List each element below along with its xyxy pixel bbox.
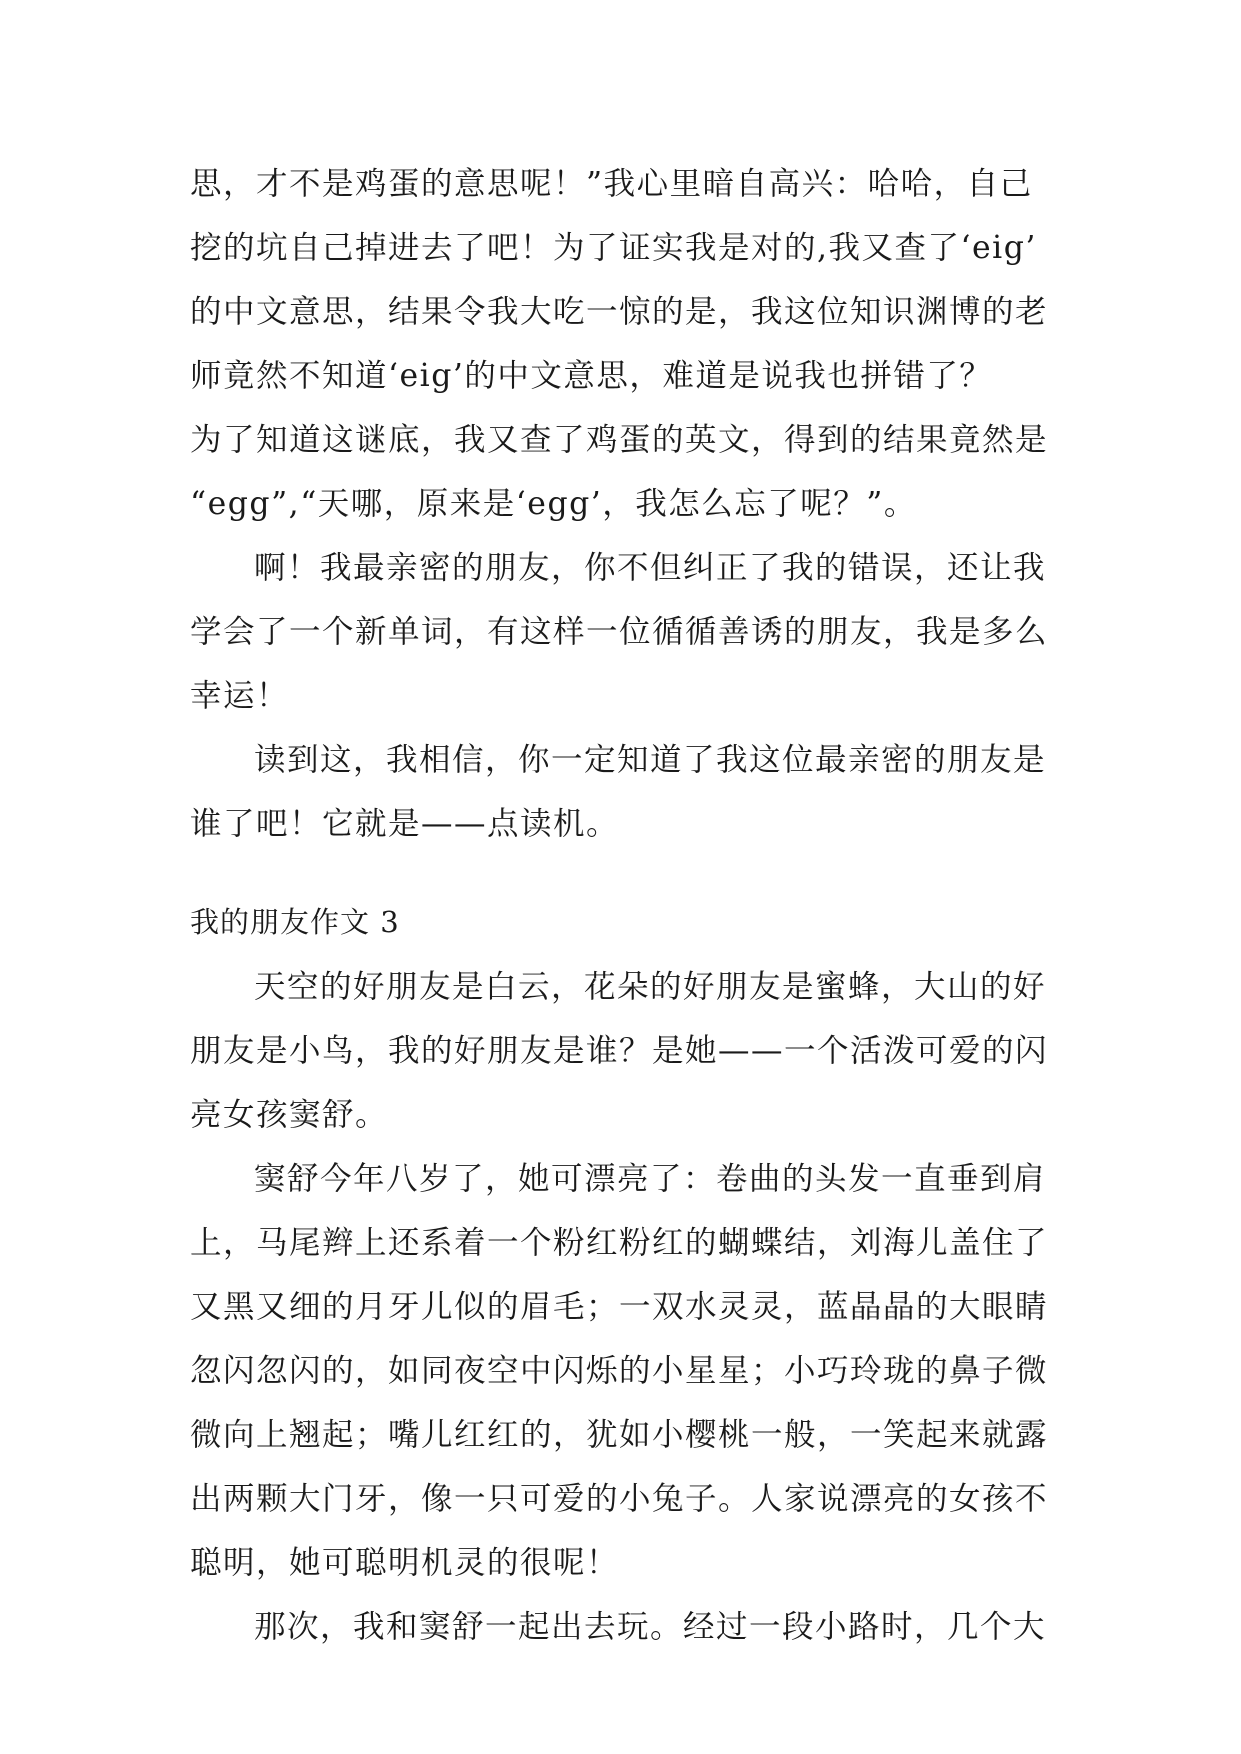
paragraph-line: 微向上翘起；嘴儿红红的，犹如小樱桃一般，一笑起来就露: [190, 1417, 1049, 1453]
paragraph-line: 思，才不是鸡蛋的意思呢！”我心里暗自高兴：哈哈，自己: [190, 166, 1033, 202]
paragraph-line: 朋友是小鸟，我的好朋友是谁？是她——一个活泼可爱的闪: [190, 1033, 1049, 1069]
paragraph-line: 又黑又细的月牙儿似的眉毛；一双水灵灵，蓝晶晶的大眼睛: [190, 1289, 1049, 1325]
paragraph-line: 亮女孩窦舒。: [190, 1097, 389, 1133]
paragraph-line: 聪明，她可聪明机灵的很呢！: [190, 1545, 620, 1581]
section-title: 我的朋友作文 3: [190, 905, 400, 939]
paragraph-line: 啊！我最亲密的朋友，你不但纠正了我的错误，还让我: [254, 550, 1047, 586]
paragraph-line: 窦舒今年八岁了，她可漂亮了：卷曲的头发一直垂到肩: [254, 1161, 1047, 1197]
paragraph-line: “egg”,“天哪，原来是‘egg’，我怎么忘了呢？”。: [190, 486, 917, 522]
paragraph-line: 谁了吧！它就是——点读机。: [190, 806, 620, 842]
paragraph-line: 挖的坑自己掉进去了吧！为了证实我是对的,我又查了‘eig’: [190, 230, 1037, 266]
paragraph-line: 学会了一个新单词，有这样一位循循善诱的朋友，我是多么: [190, 614, 1049, 650]
paragraph-line: 为了知道这谜底，我又查了鸡蛋的英文，得到的结果竟然是: [190, 422, 1049, 458]
paragraph-line: 读到这，我相信，你一定知道了我这位最亲密的朋友是: [254, 742, 1047, 778]
paragraph-line: 师竟然不知道‘eig’的中文意思，难道是说我也拼错了？: [190, 358, 993, 394]
paragraph-line: 幸运！: [190, 678, 290, 714]
paragraph-line: 那次，我和窦舒一起出去玩。经过一段小路时，几个大: [254, 1609, 1047, 1645]
paragraph-line: 忽闪忽闪的，如同夜空中闪烁的小星星；小巧玲珑的鼻子微: [190, 1353, 1049, 1389]
paragraph-line: 上，马尾辫上还系着一个粉红粉红的蝴蝶结，刘海儿盖住了: [190, 1225, 1049, 1261]
paragraph-line: 出两颗大门牙，像一只可爱的小兔子。人家说漂亮的女孩不: [190, 1481, 1049, 1517]
paragraph-line: 天空的好朋友是白云，花朵的好朋友是蜜蜂，大山的好: [254, 969, 1047, 1005]
paragraph-line: 的中文意思，结果令我大吃一惊的是，我这位知识渊博的老: [190, 294, 1049, 330]
